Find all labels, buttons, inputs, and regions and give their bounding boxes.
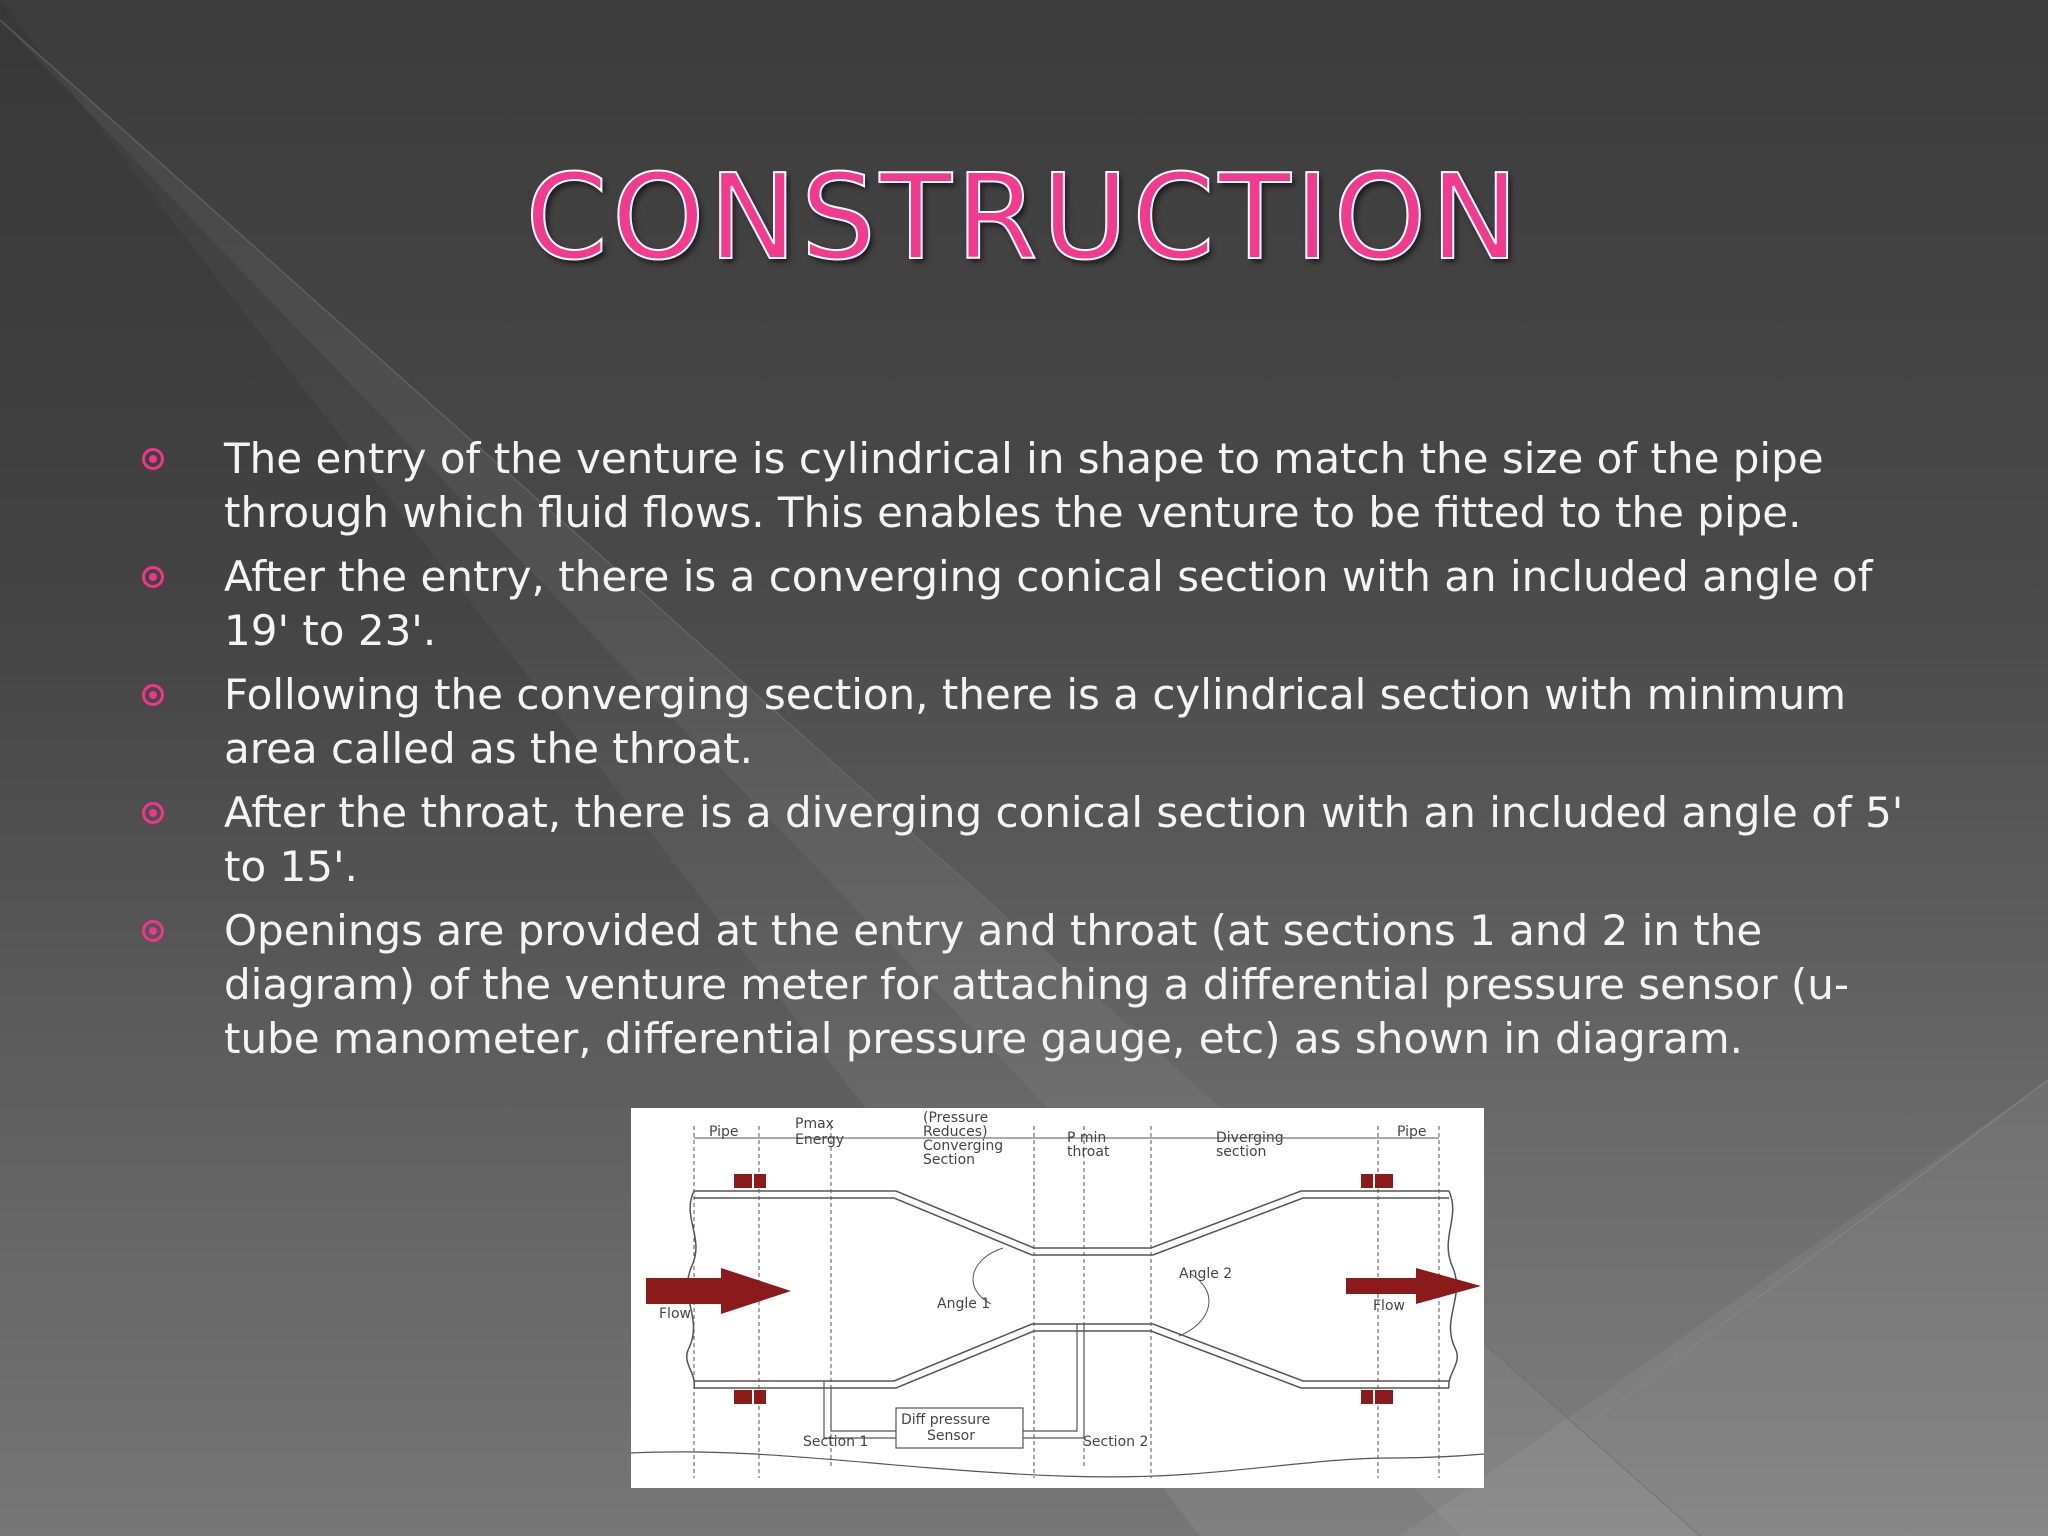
label-flow-left: Flow xyxy=(659,1306,691,1322)
bullet-item xyxy=(140,432,1920,540)
bullet-item xyxy=(140,786,1920,894)
label-reduces: Reduces) xyxy=(923,1124,988,1140)
label-pipe-left: Pipe xyxy=(709,1124,739,1140)
label-section: Section xyxy=(923,1152,976,1168)
label-throat: throat xyxy=(1067,1144,1110,1160)
label-section1: Section 1 xyxy=(803,1434,869,1450)
label-diverging: Diverging xyxy=(1216,1130,1284,1146)
label-pipe-right: Pipe xyxy=(1397,1124,1427,1140)
label-sensor: Sensor xyxy=(927,1428,975,1444)
bullet-circle-icon xyxy=(142,566,164,588)
label-angle1: Angle 1 xyxy=(937,1296,991,1312)
flange-icon xyxy=(734,1174,1393,1404)
label-pmin: P min xyxy=(1067,1130,1107,1146)
bullet-text: Following the converging section, there is a cylindrical section with minimum area called as the throat. xyxy=(224,670,1847,773)
bullet-circle-icon xyxy=(142,684,164,706)
label-diff-pressure: Diff pressure xyxy=(901,1412,991,1428)
label-energy: Energy xyxy=(795,1132,845,1148)
venturi-diagram xyxy=(631,1108,1484,1488)
bullet-item xyxy=(140,668,1920,776)
flow-arrow-right-icon xyxy=(1346,1268,1481,1304)
bullet-text: The entry of the venture is cylindrical in shape to match the size of the pipe through which fluid flows. This enables the venture to be fitted to the pipe. xyxy=(224,434,1824,537)
bullet-list xyxy=(140,432,1920,1076)
label-converging: Converging xyxy=(923,1138,1004,1154)
bullet-text: After the entry, there is a converging conical section with an included angle of 19' to 23'. xyxy=(224,552,1873,655)
bullet-circle-icon xyxy=(142,448,164,470)
bullet-circle-icon xyxy=(142,802,164,824)
slide-title: CONSTRUCTION xyxy=(525,148,1523,286)
label-flow-right: Flow xyxy=(1373,1298,1405,1314)
bullet-item xyxy=(140,550,1920,658)
bullet-item xyxy=(140,904,1920,1066)
label-angle2: Angle 2 xyxy=(1179,1266,1233,1282)
label-pressure: (Pressure xyxy=(923,1110,989,1126)
label-diverging-section: section xyxy=(1216,1144,1267,1160)
venturi-diagram-svg xyxy=(631,1108,1484,1488)
label-pmax: Pmax xyxy=(795,1116,834,1132)
bullet-circle-icon xyxy=(142,920,164,942)
bullet-text: Openings are provided at the entry and throat (at sections 1 and 2 in the diagram) of the venture meter for attaching a differential pressure sensor (u-tube manometer, differential pressure gauge, etc) as shown in diagram. xyxy=(224,906,1849,1063)
bullet-text: After the throat, there is a diverging conical section with an included angle of 5' to 15'. xyxy=(224,788,1904,891)
label-section2: Section 2 xyxy=(1083,1434,1149,1450)
